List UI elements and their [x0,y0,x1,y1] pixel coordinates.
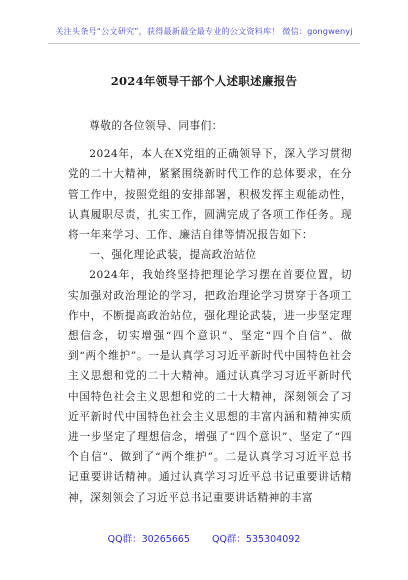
salutation: 尊敬的各位领导、同事们： [89,120,223,132]
footer-qq-group-2: QQ群：535304092 [211,534,301,545]
section-heading-1: 一、强化理论武装，提高政治站位 [89,249,257,262]
footer-qq-groups [0,531,408,545]
paragraph-intro: 2024年，本人在X党组的正确领导下，深入学习贯彻党的二十大精神，紧紧围绕新时代工作的总体要求，在分管工作中，按照党组的安排部署，积极发挥主观能动性，认真履职尽责，扎实工作，圆满完成了各项工作任务。现将一年来学习、工作、廉洁自律等情况报告如下： [68,148,352,242]
footer-qq-group-1: QQ群：30265665 [107,534,190,545]
document-title: 2024年领导干部个人述职述廉报告 [110,74,298,88]
header-divider [48,43,360,44]
document-body [68,116,352,508]
paragraph-section-1: 2024年，我始终坚持把理论学习摆在首要位置，切实加强对政治理论的学习，把政治理论学习贯穿于各项工作中，不断提高政治站位，强化理论武装，进一步坚定理想信念，切实增强“四个意识”、坚定“四个自信”、做到“两个维护”。一是认真学习习近平新时代中国特色社会主义思想和党的二十大精神。通过认真学习习近平新时代中国特色社会主义思想和党的二十大精神，深刻领会了习近平新时代中国特色社会主义思想的丰富内涵和精神实质进一步坚定了理想信念，增强了“四个意识”、坚定了“四个自信”、做到了“两个维护”。二是认真学习习近平总书记重要讲话精神。通过认真学习习近平总书记重要讲话精神，深刻领会了习近平总书记重要讲话精神的丰富 [68,269,352,504]
header-promo-note: 关注头条号“公文研究”，获得最新最全最专业的公文资料库！ 微信：gongwenyj [55,26,353,36]
